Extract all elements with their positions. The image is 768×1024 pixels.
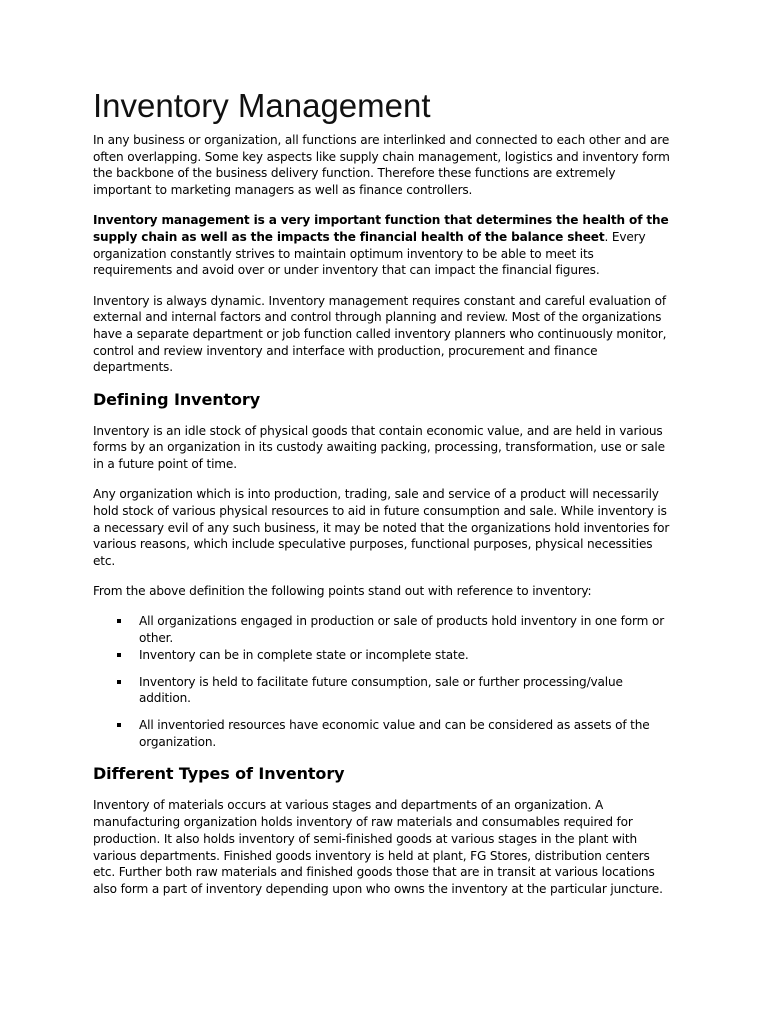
intro-paragraph-2-bold: Inventory management is a very important function that determines the health of the supply chain as well as the impacts the financial health of the balance sheet [93,213,669,245]
list-item-text: All inventoried resources have economic value and can be considered as assets of the organization. [139,717,650,749]
inventory-points-list [93,613,675,750]
bullet-icon [117,723,121,727]
list-item [93,717,675,750]
list-item-text: Inventory is held to facilitate future consumption, sale or further processing/value addition. [139,674,623,706]
list-item [93,613,675,646]
defining-paragraph-1: Inventory is an idle stock of physical goods that contain economic value, and are held in various forms by an organization in its custody awaiting packing, processing, transformation, use or sale in a future point of time. [93,423,665,472]
bullet-icon [117,619,121,623]
bullet-icon [117,653,121,657]
defining-inventory-heading: Defining Inventory [93,389,261,409]
intro-paragraph-3: Inventory is always dynamic. Inventory management requires constant and careful evaluation of external and internal factors and control through planning and review. Most of the organizations have a separate department or job function called inventory planners who continuously monitor, control and review inventory and interface with production, procurement and finance departments. [93,293,667,375]
list-item-text: Inventory can be in complete state or incomplete state. [139,647,469,662]
intro-paragraph-1: In any business or organization, all functions are interlinked and connected to each other and are often overlapping. Some key aspects like supply chain management, logistics and inventory form the backbone of the business delivery function. Therefore these functions are extremely important to marketing managers as well as finance controllers. [93,133,670,198]
list-item-text: All organizations engaged in production or sale of products hold inventory in one form or other. [139,614,665,646]
defining-paragraph-2: Any organization which is into production, trading, sale and service of a product will necessarily hold stock of various physical resources to aid in future consumption and sale. While inventory is a necessary evil of any such business, it may be noted that the organizations hold inventories for various reasons, which include speculative purposes, functional purposes, physical necessities etc. [93,487,670,569]
document-content [93,84,675,911]
types-paragraph-1: Inventory of materials occurs at various stages and departments of an organization. A manufacturing organization holds inventory of raw materials and consumables required for production. It also holds inventory of semi-finished goods at various stages in the plant with various departments. Finished goods inventory is held at plant, FG Stores, distribution centers etc. Further both raw materials and finished goods those that are in transit at various locations also form a part of inventory depending upon who owns the inventory at the particular juncture. [93,798,663,896]
list-item [93,674,675,707]
bullet-icon [117,680,121,684]
intro-paragraph-2-rest: . Every organization constantly strives to maintain optimum inventory to be able to meet its requirements and avoid over or under inventory that can impact the financial figures. [93,230,646,278]
defining-paragraph-3: From the above definition the following points stand out with reference to inventory: [93,584,592,599]
types-of-inventory-heading: Different Types of Inventory [93,764,345,784]
page-title: Inventory Management [93,87,431,124]
intro-paragraph-2 [93,212,675,279]
list-item [93,647,675,664]
